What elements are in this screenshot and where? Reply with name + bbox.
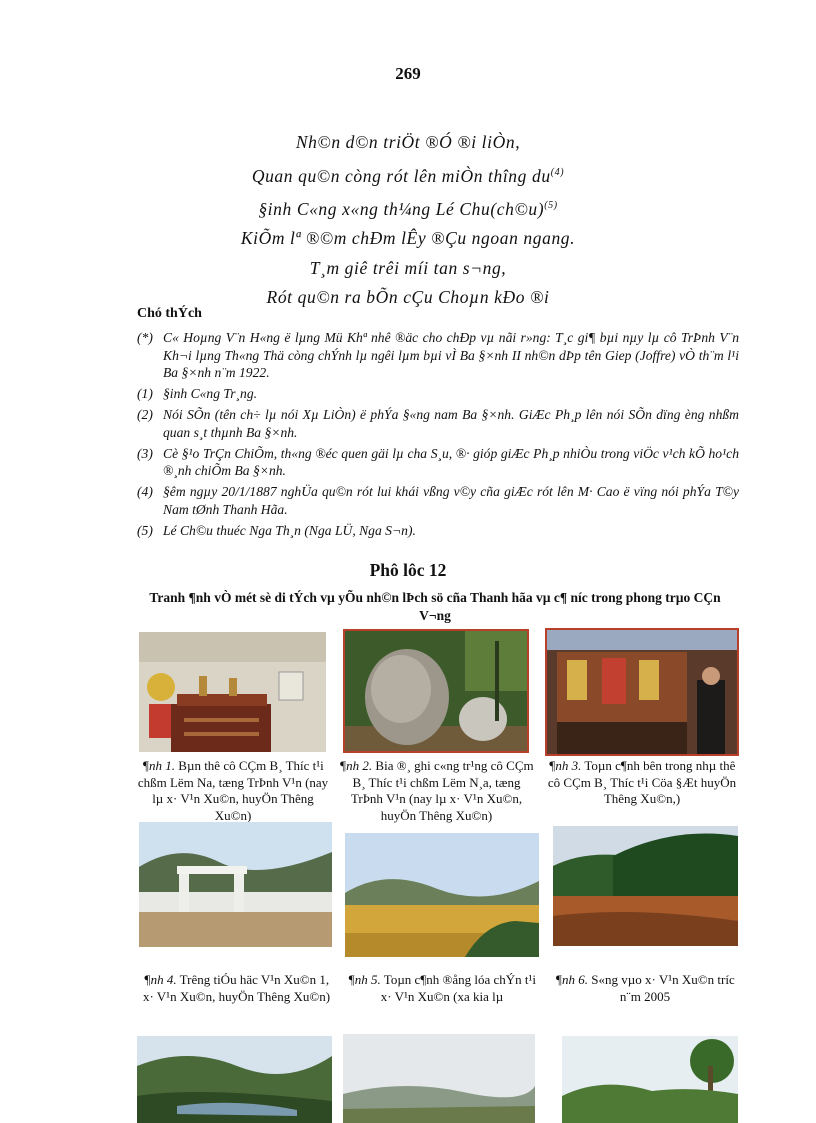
note-marker: (*) — [137, 330, 153, 345]
footnote-ref: (4) — [550, 166, 565, 178]
notes-title: Chó thÝch — [137, 306, 202, 321]
poem-line: KiÕm lª ®©m chÐm lÊy ®Çu ngoan ngang. — [240, 228, 576, 249]
photo-mountain-landscape — [343, 1034, 535, 1123]
notes-list — [137, 329, 739, 543]
note-item — [137, 406, 739, 441]
appendix-subtitle: Tranh ¶nh vÒ mét sè di tÝch vµ yÕu nh©n lÞch sö cña Thanh hãa vµ c¶ níc trong phong trµo CÇn V¬ng — [149, 590, 721, 623]
note-marker: (2) — [137, 407, 153, 422]
note-marker: (3) — [137, 445, 153, 461]
note-marker: (5) — [137, 522, 153, 538]
note-text: C« Hoµng V¨n H«ng ë lµng Mü Khª nhê ®äc cho chÐp vµ nãi r»ng: T¸c gi¶ bµi nµy lµ cô TrÞnh V¨n Kh¬i lµng Th«ng Thä còng chÝnh lµ ngêi lµm bµi vÌ Ba §×nh II nh©n dÞp tên Giep (Joffre) vÒ th¨m l¹i Ba §×nh n¨m 1922. — [163, 330, 739, 380]
poem-line: Rót qu©n ra bÕn cÇu Choµn kÐo ®i — [266, 287, 550, 308]
note-text: §inh C«ng Tr¸ng. — [163, 386, 258, 401]
photo-caption: ¶nh 4. Trêng tiÓu häc V¹n Xu©n 1, x· V¹n Xu©n, huyÖn Thêng Xu©n) — [142, 972, 331, 1004]
note-text: Lé Ch©u thuéc Nga Th¸n (Nga LÜ, Nga S¬n). — [163, 522, 416, 538]
poem-line: §inh C«ng x«ng th¼ng Lé Chu(ch©u)$^{(5)}$ — [258, 198, 558, 219]
note-marker: (4) — [137, 484, 153, 499]
photo-temple-interior — [545, 628, 739, 756]
appendix-title: Phô lôc 12 — [369, 560, 447, 580]
note-item — [137, 445, 739, 480]
photo-altar — [139, 632, 326, 752]
photo-caption: ¶nh 6. S«ng vµo x· V¹n Xu©n tríc n¨m 2005 — [555, 972, 735, 1004]
note-item — [137, 522, 739, 540]
note-item — [137, 329, 739, 382]
photo-caption: ¶nh 3. Toµn c¶nh bên trong nhµ thê cô CÇm B¸ Thíc t¹i Cöa §Æt huyÖn Thêng Xu©n,) — [547, 758, 737, 806]
photo-trees — [562, 1036, 738, 1123]
note-item — [137, 483, 739, 518]
photo-caption: ¶nh 2. Bia ®¸ ghi c«ng tr¹ng cô CÇm B¸ Thíc t¹i chßm Lëm N¸a, tæng TrÞnh V¹n (nay lµ x· V¹n Xu©n, huyÖn Thêng Xu©n) — [339, 758, 534, 823]
poem-line: T¸m giê trêi míi tan s¬ng, — [309, 257, 507, 278]
photo-stele — [343, 629, 529, 753]
note-text: Cè §¹o TrÇn ChiÕm, th«ng ®éc quen gäi lµ cha S¸u, ®· gióp giÆc Ph¸p nhiÒu trong viÖc v¹ch kÕ ho¹ch ®¸nh chiÕm Ba §×nh. — [163, 445, 739, 478]
photo-river — [553, 826, 738, 946]
footnote-ref: (5) — [544, 199, 558, 211]
photo-caption: ¶nh 1. Bµn thê cô CÇm B¸ Thíc t¹i chßm Lëm Na, tæng TrÞnh V¹n (nay lµ x· V¹n Xu©n, huyÖn Thêng Xu©n) — [137, 758, 329, 823]
poem-line: Quan qu©n còng rót lên miÒn thîng $du^{(4)}$ — [251, 165, 565, 186]
note-marker: (1) — [137, 386, 153, 401]
poem-line: Nh©n d©n triÖt ®Ó ®i liÒn, — [295, 132, 521, 152]
note-text: §êm ngµy 20/1/1887 nghÜa qu©n rót lui khái vßng v©y cña giÆc rót lên M· Cao ë vïng nói phÝa T©y Nam tØnh Thanh Hãa. — [163, 484, 739, 517]
page-number: 269 — [395, 64, 421, 83]
note-item — [137, 385, 739, 403]
photo-caption: ¶nh 5. Toµn c¶nh ®ång lóa chÝn t¹i x· V¹n Xu©n (xa kia lµ — [347, 972, 537, 1004]
note-text: Nói SÕn (tên ch÷ lµ nói Xµ LiÒn) ë phÝa §«ng nam Ba §×nh. GiÆc Ph¸p lên nói SÕn dïng èng nhßm quan s¸t thµnh Ba §×nh. — [163, 407, 739, 440]
photo-rice-field — [345, 833, 539, 957]
photo-school — [139, 822, 332, 947]
photo-valley-river — [137, 1036, 332, 1123]
poem — [0, 128, 816, 313]
